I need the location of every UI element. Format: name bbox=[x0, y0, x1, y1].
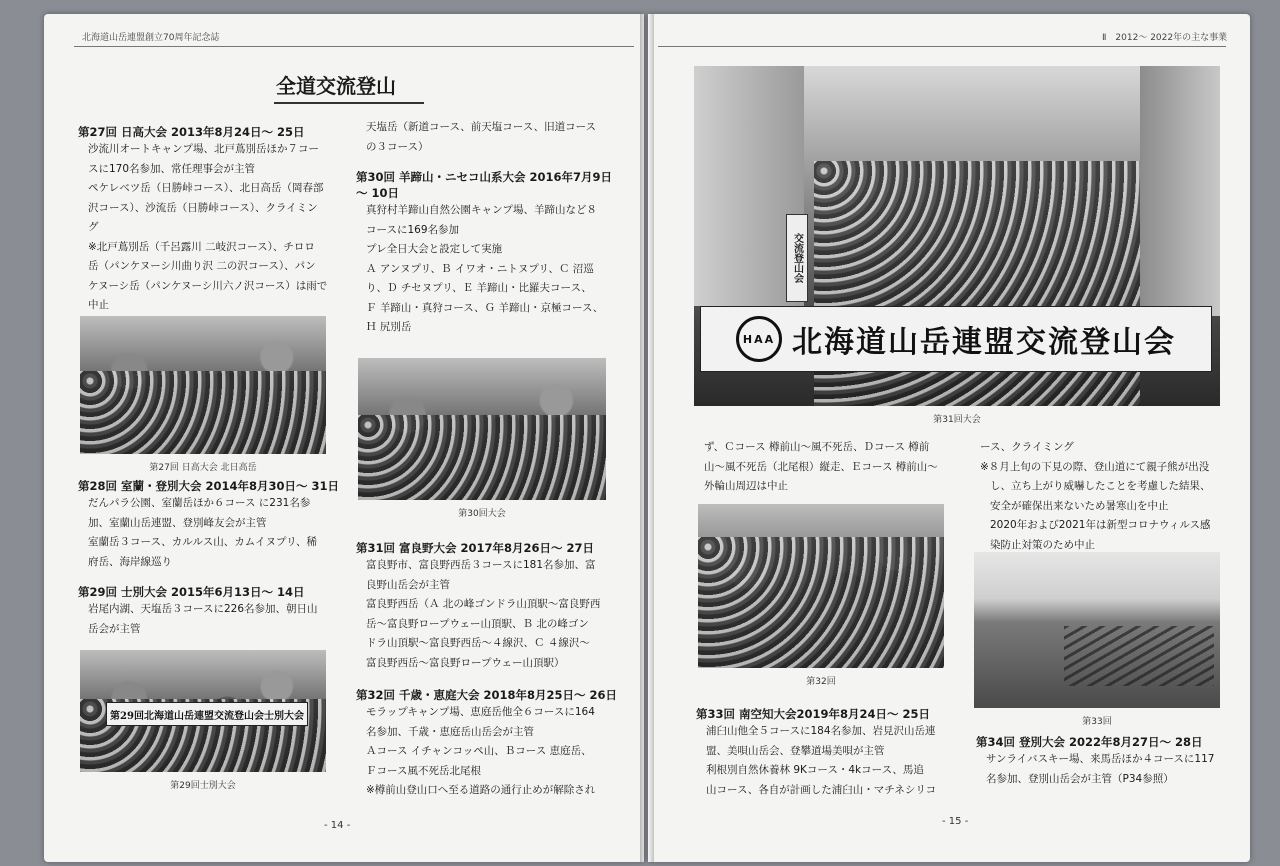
event-30-title: 第30回 羊蹄山・ニセコ山系大会 2016年7月9日 bbox=[356, 170, 613, 184]
photo-29-caption: 第29回士別大会 bbox=[170, 781, 236, 791]
haa-logo-icon: HAA bbox=[736, 316, 782, 362]
big-banner bbox=[700, 306, 1212, 372]
event-29-text-cont: 天塩岳（新道コース、前天塩コース、旧道コース の３コース） bbox=[366, 121, 597, 153]
photo-event-31 bbox=[694, 66, 1220, 406]
title-underline bbox=[274, 102, 424, 104]
left-column-2b bbox=[356, 540, 626, 801]
event-30-text: 真狩村羊蹄山自然公園キャンプ場、羊蹄山など８ コースに169名参加 プレ全日大会と設定して実施 Ａ アンヌプリ、Ｂ イワオ・ニトヌプリ、Ｃ 沼巡 り、Ｄ チセヌプリ、Ｅ 羊蹄山・比羅夫コース、 Ｆ 羊蹄山・真狩コース、Ｇ 羊蹄山・京極コース、 Ｈ 尻別岳 bbox=[366, 204, 604, 333]
photo-event-33 bbox=[974, 552, 1220, 708]
right-page bbox=[648, 14, 1250, 862]
right-column-1 bbox=[696, 438, 966, 497]
event-28-title: 第28回 室蘭・登別大会 2014年8月30日～ 31日 bbox=[78, 479, 340, 493]
big-banner-text: 北海道山岳連盟交流登山会 bbox=[792, 325, 1176, 360]
photo-event-29 bbox=[80, 650, 326, 772]
header-rule-right bbox=[658, 46, 1226, 47]
left-page bbox=[44, 14, 644, 862]
running-head-right: Ⅱ 2012～ 2022年の主な事業 bbox=[1102, 33, 1228, 43]
right-column-1b bbox=[696, 706, 976, 800]
event-32-text: モラップキャンプ場、恵庭岳他全６コースに164 名参加、千歳・恵庭岳山岳会が主管 Ａコース イチャンコッペ山、Ｂコース 恵庭岳、 Ｆコース風不死岳北尾根 ※樽前山登山口へ至る道路の通行止めが解除され bbox=[366, 706, 596, 796]
page-number-14: - 14 - bbox=[324, 820, 351, 831]
building-right bbox=[1140, 66, 1220, 316]
right-column-2 bbox=[974, 438, 1234, 555]
event-33-text-cont: ース、クライミング ※８月上旬の下見の際、登山道にて親子熊が出没 し、立ち上がり威嚇したことを考慮した結果、 安全が確保出来ないため暑寒山を中止 2020年および2021年は新型コロナウィルス感 染防止対策のため中止 bbox=[980, 441, 1211, 551]
event-34-text: サンライバスキー場、来馬岳ほか４コースに117 名参加、登別山岳会が主管（P34参照） bbox=[986, 753, 1215, 785]
event-30-title-2: ～ 10日 bbox=[356, 186, 400, 200]
right-column-2b bbox=[976, 734, 1236, 789]
photo-30-caption: 第30回大会 bbox=[458, 509, 506, 519]
event-33-text: 浦臼山他全５コースに184名参加、岩見沢山岳連 盟、美唄山岳会、登攀道場美唄が主管 利根別自然休養林 9Kコース・4kコース、馬追 山コース、各自が計画した浦臼山・マチネシリコ bbox=[706, 725, 937, 796]
left-column-1 bbox=[78, 124, 328, 316]
book-gutter bbox=[640, 14, 654, 862]
vertical-sign: 交流登山会 bbox=[786, 214, 808, 302]
event-27-title: 第27回 日高大会 2013年8月24日～ 25日 bbox=[78, 125, 305, 139]
photo-event-32 bbox=[698, 504, 944, 668]
event-32-title: 第32回 千歳・恵庭大会 2018年8月25日～ 26日 bbox=[356, 688, 618, 702]
event-29-title: 第29回 士別大会 2015年6月13日～ 14日 bbox=[78, 585, 305, 599]
left-column-2 bbox=[356, 118, 626, 338]
photo-29-banner: 第29回北海道山岳連盟交流登山会士別大会 bbox=[106, 702, 308, 726]
page-number-15: - 15 - bbox=[942, 816, 969, 827]
event-28-text: だんパラ公園、室蘭岳ほか６コース に231名参 加、室蘭山岳連盟、登別峰友会が主管 室蘭岳３コース、カルルス山、カムイヌプリ、稀 府岳、海岸線巡り bbox=[88, 497, 318, 568]
photo-32-caption: 第32回 bbox=[806, 677, 836, 687]
photo-event-27 bbox=[80, 316, 326, 454]
photo-event-30 bbox=[358, 358, 606, 500]
event-31-text: 富良野市、富良野西岳３コースに181名参加、富 良野山岳会が主管 富良野西岳（Ａ 北の峰ゴンドラ山頂駅～富良野西 岳～富良野ロープウェー山頂駅、Ｂ 北の峰ゴン ドラ山頂駅～富良野西岳～４線沢、Ｃ ４線沢～ 富良野西岳～富良野ロープウェー山頂駅） bbox=[366, 559, 601, 669]
event-32-text-cont: ず、Ｃコース 樽前山～風不死岳、Ｄコース 樽前 山～風不死岳（北尾根）縦走、Ｅコース 樽前山～ 外輪山周辺は中止 bbox=[704, 441, 938, 492]
event-34-title: 第34回 登別大会 2022年8月27日～ 28日 bbox=[976, 735, 1203, 749]
running-head-left: 北海道山岳連盟創立70周年記念誌 bbox=[82, 33, 220, 43]
photo-33-caption: 第33回 bbox=[1082, 717, 1112, 727]
left-column-1b bbox=[78, 478, 340, 639]
event-27-text: 沙流川オートキャンプ場、北戸蔦別岳ほか７コー スに170名参加、常任理事会が主管 ペケレベツ岳（日勝峠コース）、北日高岳（岡春部 沢コース）、沙流岳（日勝峠コース）、クライミン グ ※北戸蔦別岳（千呂露川 二岐沢コース）、チロロ 岳（パンケヌーシ川曲り沢 二の沢コース）、パン ケヌーシ岳（パンケヌーシ川六ノ沢コース）は雨で 中止 bbox=[88, 143, 328, 311]
photo-31-caption: 第31回大会 bbox=[933, 415, 981, 425]
header-rule bbox=[74, 46, 634, 47]
event-31-title: 第31回 富良野大会 2017年8月26日～ 27日 bbox=[356, 541, 595, 555]
event-29-text: 岩尾内湖、天塩岳３コースに226名参加、朝日山 岳会が主管 bbox=[88, 603, 318, 635]
event-33-title: 第33回 南空知大会2019年8月24日～ 25日 bbox=[696, 707, 931, 721]
photo-27-caption: 第27回 日高大会 北日高岳 bbox=[149, 463, 257, 473]
section-title: 全道交流登山 bbox=[276, 74, 396, 98]
hikers-line bbox=[1064, 626, 1214, 686]
